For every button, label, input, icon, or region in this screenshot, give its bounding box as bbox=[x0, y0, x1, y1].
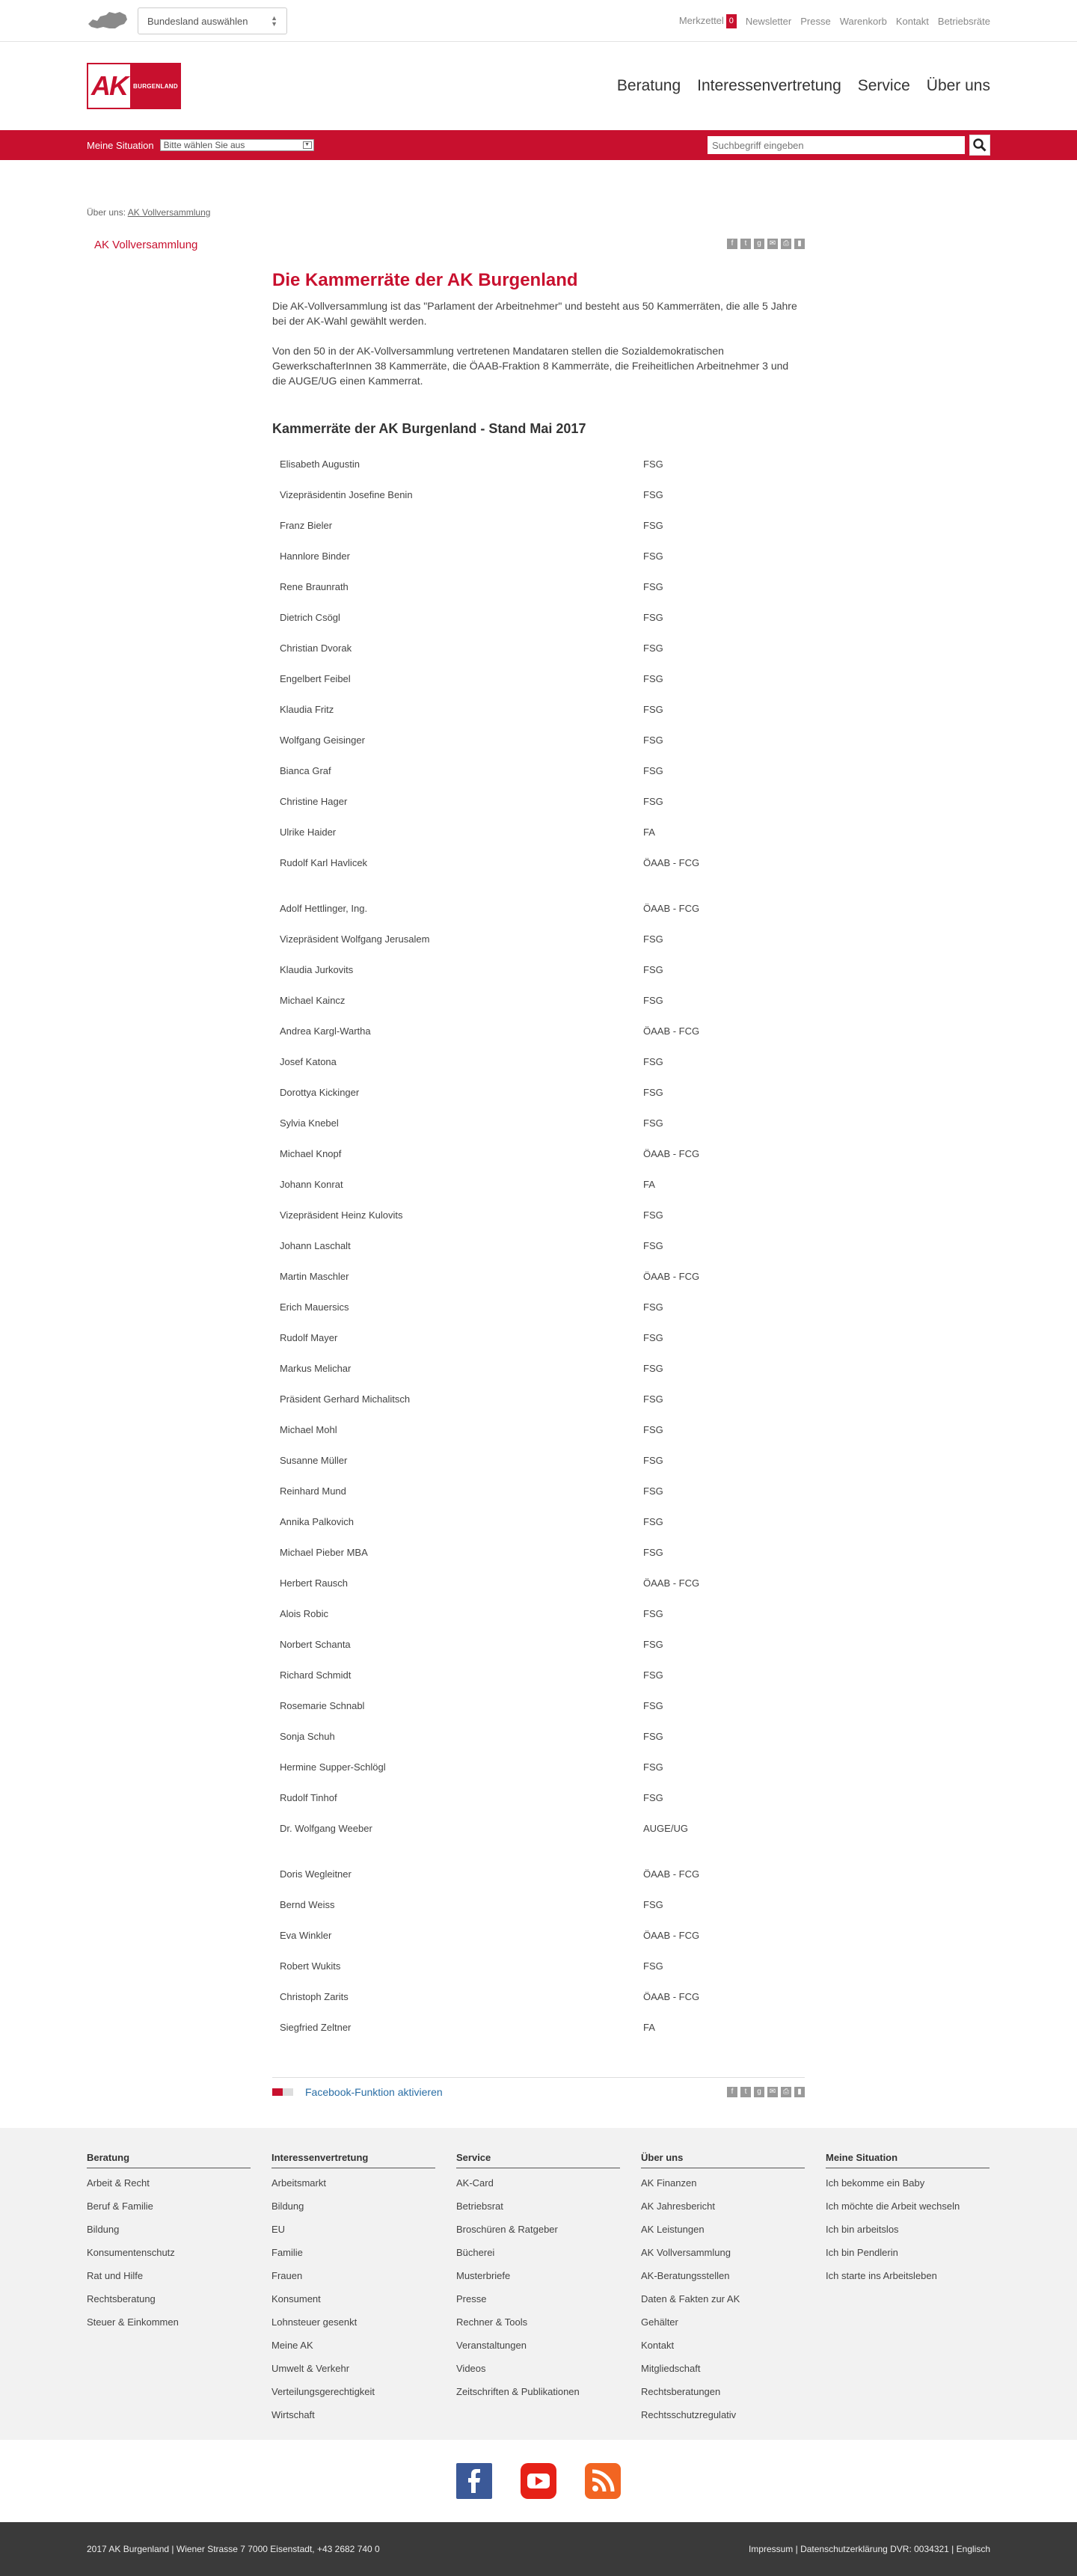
member-party: FSG bbox=[643, 1485, 663, 1497]
table-row bbox=[272, 786, 805, 817]
member-party: ÖAAB - FCG bbox=[643, 1577, 700, 1589]
top-link-merkzettel[interactable] bbox=[679, 14, 737, 28]
table-row bbox=[272, 633, 805, 663]
footer-link[interactable]: Betriebsrat bbox=[456, 2201, 503, 2212]
footer-link[interactable]: AK-Card bbox=[456, 2177, 494, 2189]
member-party: FSG bbox=[643, 1240, 663, 1251]
facebook-share-icon[interactable]: f bbox=[727, 239, 737, 249]
table-row bbox=[272, 817, 805, 847]
member-name: Klaudia Fritz bbox=[280, 704, 334, 715]
member-party: FSG bbox=[643, 673, 663, 684]
footer-column-title: Service bbox=[456, 2152, 620, 2168]
table-row bbox=[272, 1782, 805, 1813]
member-name: Alois Robic bbox=[280, 1608, 329, 1619]
footer-column-title: Meine Situation bbox=[826, 2152, 989, 2168]
bookmark-icon[interactable]: ▮ bbox=[794, 239, 805, 249]
table-row bbox=[272, 510, 805, 541]
footer-link[interactable]: Veranstaltungen bbox=[456, 2340, 527, 2351]
member-party: FA bbox=[643, 2022, 655, 2033]
footer-link[interactable]: AK-Beratungsstellen bbox=[641, 2270, 730, 2281]
member-party: FSG bbox=[643, 1639, 663, 1650]
member-name: Bianca Graf bbox=[280, 765, 331, 776]
table-row bbox=[272, 1721, 805, 1752]
footer-link[interactable]: Lohnsteuer gesenkt bbox=[271, 2316, 358, 2328]
table-row bbox=[272, 1920, 805, 1951]
search-button[interactable] bbox=[969, 135, 990, 156]
table-row bbox=[272, 1414, 805, 1445]
member-name: Rosemarie Schnabl bbox=[280, 1700, 365, 1711]
share-bar bbox=[272, 239, 805, 258]
member-name: Christine Hager bbox=[280, 796, 348, 807]
member-party: ÖAAB - FCG bbox=[643, 1148, 700, 1159]
member-name: Vizepräsident Heinz Kulovits bbox=[280, 1209, 403, 1221]
nav-ueber-uns[interactable]: Über uns bbox=[926, 77, 990, 94]
member-party: FSG bbox=[643, 1792, 663, 1803]
footer-link[interactable]: Konsument bbox=[271, 2293, 321, 2304]
member-name: Johann Konrat bbox=[280, 1179, 343, 1190]
page-title: Die Kammerräte der AK Burgenland bbox=[272, 270, 578, 290]
table-row bbox=[272, 1046, 805, 1077]
intro-text bbox=[272, 298, 805, 388]
table-row bbox=[272, 1200, 805, 1230]
footer-link[interactable]: AK Finanzen bbox=[641, 2177, 697, 2189]
table-row bbox=[272, 1859, 805, 1889]
table-row bbox=[272, 1537, 805, 1568]
member-name: Dr. Wolfgang Weeber bbox=[280, 1823, 372, 1834]
table-row bbox=[272, 1476, 805, 1506]
member-name: Markus Melichar bbox=[280, 1363, 352, 1374]
footer-column-title: Interessenvertretung bbox=[271, 2152, 435, 2168]
table-row bbox=[272, 571, 805, 602]
facebook-icon[interactable] bbox=[456, 2463, 492, 2499]
member-name: Michael Knopf bbox=[280, 1148, 342, 1159]
table-row bbox=[272, 1889, 805, 1920]
member-party: ÖAAB - FCG bbox=[643, 857, 700, 868]
table-row bbox=[272, 1813, 805, 1844]
member-party: FA bbox=[643, 827, 655, 838]
member-party: FSG bbox=[643, 551, 663, 562]
print-icon[interactable]: ⎙ bbox=[781, 239, 791, 249]
footer-link[interactable]: Bildung bbox=[271, 2201, 304, 2212]
member-name: Johann Laschalt bbox=[280, 1240, 351, 1251]
footer-column bbox=[641, 2152, 805, 2432]
footer-link[interactable]: AK Vollversammlung bbox=[641, 2247, 731, 2258]
table-row bbox=[272, 1261, 805, 1292]
member-name: Siegfried Zeltner bbox=[280, 2022, 352, 2033]
footer-link[interactable]: Rat und Hilfe bbox=[87, 2270, 144, 2281]
member-name: Andrea Kargl-Wartha bbox=[280, 1025, 371, 1037]
table-row bbox=[272, 1506, 805, 1537]
footer-link[interactable]: Beruf & Familie bbox=[87, 2201, 153, 2212]
table-row bbox=[272, 985, 805, 1016]
footer-link[interactable]: Umwelt & Verkehr bbox=[271, 2363, 350, 2374]
table-row bbox=[272, 1844, 805, 1859]
footer-link[interactable]: Konsumentenschutz bbox=[87, 2247, 175, 2258]
member-party: FSG bbox=[643, 643, 663, 654]
footer-link[interactable]: AK Jahresbericht bbox=[641, 2201, 715, 2212]
facebook-activation-row bbox=[272, 2077, 805, 2106]
table-row bbox=[272, 449, 805, 479]
member-party: FSG bbox=[643, 1056, 663, 1067]
site-header bbox=[0, 42, 1077, 130]
member-name: Richard Schmidt bbox=[280, 1669, 352, 1681]
footer-column bbox=[271, 2152, 435, 2432]
table-row bbox=[272, 479, 805, 510]
member-name: Hermine Supper-Schlögl bbox=[280, 1761, 386, 1773]
footer-link[interactable]: Rechtsberatungen bbox=[641, 2386, 721, 2397]
member-name: Martin Maschler bbox=[280, 1271, 349, 1282]
top-link-betriebsraete[interactable]: Betriebsräte bbox=[937, 15, 990, 27]
member-party: FSG bbox=[643, 765, 663, 776]
member-party: FSG bbox=[643, 1731, 663, 1742]
member-party: FSG bbox=[643, 1363, 663, 1374]
member-party: FSG bbox=[643, 933, 663, 945]
member-party: FSG bbox=[643, 1547, 663, 1558]
footer-link[interactable]: Ich möchte die Arbeit wechseln bbox=[826, 2201, 960, 2212]
member-name: Annika Palkovich bbox=[280, 1516, 354, 1527]
table-row bbox=[272, 1384, 805, 1414]
members-table bbox=[272, 449, 805, 2043]
footer-link[interactable]: Ich bin arbeitslos bbox=[826, 2224, 899, 2235]
footer-link[interactable]: AK Leistungen bbox=[641, 2224, 705, 2235]
footer-link[interactable]: Rechtsberatung bbox=[87, 2293, 156, 2304]
member-party: FSG bbox=[643, 1516, 663, 1527]
nav-interessenvertretung[interactable]: Interessenvertretung bbox=[697, 77, 841, 94]
footer-link[interactable]: Presse bbox=[456, 2293, 487, 2304]
member-name: Ulrike Haider bbox=[280, 827, 337, 838]
member-party: ÖAAB - FCG bbox=[643, 1025, 700, 1037]
footer-column bbox=[826, 2152, 989, 2432]
member-party: FSG bbox=[643, 612, 663, 623]
member-name: Rudolf Tinhof bbox=[280, 1792, 337, 1803]
member-name: Sonja Schuh bbox=[280, 1731, 335, 1742]
table-row bbox=[272, 725, 805, 755]
footer-link[interactable]: Musterbriefe bbox=[456, 2270, 511, 2281]
footer-link[interactable]: Zeitschriften & Publikationen bbox=[456, 2386, 580, 2397]
member-name: Michael Kaincz bbox=[280, 995, 346, 1006]
member-party: FSG bbox=[643, 796, 663, 807]
googleplus-share-icon[interactable]: g bbox=[754, 2087, 764, 2097]
table-row bbox=[272, 663, 805, 694]
select-arrows-icon: ▲ ▼ bbox=[271, 14, 277, 28]
member-party: FSG bbox=[643, 1899, 663, 1910]
member-name: Doris Wegleitner bbox=[280, 1868, 352, 1880]
table-row bbox=[272, 541, 805, 571]
social-links bbox=[0, 2440, 1077, 2522]
member-party: FSG bbox=[643, 735, 663, 746]
table-row bbox=[272, 755, 805, 786]
share-bar-bottom bbox=[727, 2087, 805, 2097]
member-name: Christoph Zarits bbox=[280, 1991, 349, 2002]
nav-beratung[interactable]: Beratung bbox=[616, 77, 681, 94]
table-row bbox=[272, 1169, 805, 1200]
facebook-share-icon[interactable]: f bbox=[727, 2087, 737, 2097]
member-party: FSG bbox=[643, 1455, 663, 1466]
sidenav-item-vollversammlung[interactable]: AK Vollversammlung bbox=[94, 239, 198, 251]
table-row bbox=[272, 1598, 805, 1629]
member-name: Norbert Schanta bbox=[280, 1639, 351, 1650]
member-party: FSG bbox=[643, 964, 663, 975]
member-name: Klaudia Jurkovits bbox=[280, 964, 354, 975]
member-party: FSG bbox=[643, 520, 663, 531]
top-link-warenkorb[interactable]: Warenkorb bbox=[839, 15, 887, 27]
table-row bbox=[272, 602, 805, 633]
breadcrumb-prefix: Über uns: bbox=[87, 207, 126, 218]
member-party: FSG bbox=[643, 1332, 663, 1343]
footer-link[interactable]: Bücherei bbox=[456, 2247, 495, 2258]
member-name: Engelbert Feibel bbox=[280, 673, 351, 684]
footer-link[interactable]: Ich bekomme ein Baby bbox=[826, 2177, 925, 2189]
austria-map-icon[interactable] bbox=[87, 9, 129, 33]
member-name: Präsident Gerhard Michalitsch bbox=[280, 1393, 411, 1405]
member-party: FSG bbox=[643, 1700, 663, 1711]
table-row bbox=[272, 847, 805, 878]
footer-link[interactable]: Broschüren & Ratgeber bbox=[456, 2224, 558, 2235]
member-name: Dorottya Kickinger bbox=[280, 1087, 360, 1098]
member-party: FSG bbox=[643, 1209, 663, 1221]
state-select-value: Bundesland auswählen bbox=[147, 15, 248, 27]
email-share-icon[interactable]: ✉ bbox=[767, 239, 778, 249]
member-party: FSG bbox=[643, 1393, 663, 1405]
print-icon[interactable]: ⎙ bbox=[781, 2087, 791, 2097]
member-name: Robert Wukits bbox=[280, 1960, 341, 1972]
member-name: Vizepräsidentin Josefine Benin bbox=[280, 489, 413, 500]
member-party: FSG bbox=[643, 1761, 663, 1773]
member-name: Hannlore Binder bbox=[280, 551, 350, 562]
merkzettel-count-badge: 0 bbox=[726, 14, 737, 28]
member-name: Adolf Hettlinger, Ing. bbox=[280, 903, 368, 914]
table-row bbox=[272, 1660, 805, 1690]
member-name: Elisabeth Augustin bbox=[280, 459, 360, 470]
member-name: Christian Dvorak bbox=[280, 643, 352, 654]
footer-link[interactable]: EU bbox=[271, 2224, 286, 2235]
member-party: FSG bbox=[643, 1608, 663, 1619]
member-name: Dietrich Csögl bbox=[280, 612, 340, 623]
footer-legal-links[interactable]: Impressum | Datenschutzerklärung DVR: 0034321 | Englisch bbox=[748, 2544, 990, 2554]
situation-select[interactable] bbox=[160, 139, 314, 151]
logo-region-text: BURGENLAND bbox=[132, 64, 180, 108]
table-row bbox=[272, 1077, 805, 1108]
breadcrumb-current[interactable]: AK Vollversammlung bbox=[127, 207, 211, 218]
table-row bbox=[272, 1353, 805, 1384]
facebook-activate-link[interactable]: Facebook-Funktion aktivieren bbox=[305, 2085, 443, 2098]
state-select[interactable] bbox=[138, 7, 287, 34]
table-row bbox=[272, 1951, 805, 1981]
footer-column bbox=[87, 2152, 251, 2432]
member-name: Josef Katona bbox=[280, 1056, 337, 1067]
situation-search-bar bbox=[0, 130, 1077, 160]
member-name: Rene Braunrath bbox=[280, 581, 349, 592]
member-party: FSG bbox=[643, 995, 663, 1006]
table-row bbox=[272, 954, 805, 985]
member-name: Eva Winkler bbox=[280, 1930, 332, 1941]
footer-link[interactable]: Rechner & Tools bbox=[456, 2316, 528, 2328]
member-party bbox=[643, 878, 805, 893]
logo-ak-text: AK bbox=[88, 64, 132, 108]
table-row bbox=[272, 1292, 805, 1322]
top-link-presse[interactable]: Presse bbox=[800, 15, 831, 27]
footer-link[interactable]: Bildung bbox=[87, 2224, 120, 2235]
search-input[interactable] bbox=[708, 136, 965, 154]
member-party: FSG bbox=[643, 1960, 663, 1972]
table-row bbox=[272, 1138, 805, 1169]
member-name: Franz Bieler bbox=[280, 520, 333, 531]
footer-link[interactable]: Arbeit & Recht bbox=[87, 2177, 150, 2189]
member-party: FSG bbox=[643, 1424, 663, 1435]
situation-label: Meine Situation bbox=[87, 139, 154, 151]
footer-address: 2017 AK Burgenland | Wiener Strasse 7 7000 Eisenstadt, +43 2682 740 0 bbox=[87, 2544, 380, 2554]
member-party: FSG bbox=[643, 459, 663, 470]
footer-sitemap bbox=[0, 2128, 1077, 2440]
footer-column-title: Über uns bbox=[641, 2152, 805, 2168]
youtube-icon[interactable] bbox=[521, 2463, 556, 2499]
footer-link[interactable]: Ich starte ins Arbeitsleben bbox=[826, 2270, 937, 2281]
search-icon bbox=[973, 138, 987, 152]
footer-link[interactable]: Wirtschaft bbox=[271, 2409, 315, 2420]
footer-link[interactable]: Familie bbox=[271, 2247, 303, 2258]
members-heading: Kammerräte der AK Burgenland - Stand Mai 2017 bbox=[272, 421, 586, 436]
twitter-share-icon[interactable]: t bbox=[740, 2087, 751, 2097]
member-name: Michael Pieber MBA bbox=[280, 1547, 368, 1558]
footer-link[interactable]: Mitgliedschaft bbox=[641, 2363, 701, 2374]
member-party: ÖAAB - FCG bbox=[643, 1868, 700, 1880]
table-row bbox=[272, 1981, 805, 2012]
email-share-icon[interactable]: ✉ bbox=[767, 2087, 778, 2097]
intro-paragraph-1: Die AK-Vollversammlung ist das "Parlament der Arbeitnehmer" und besteht aus 50 Kammerräten, die alle 5 Jahre bei der AK-Wahl gewählt werden. bbox=[272, 300, 797, 327]
member-party: FSG bbox=[643, 581, 663, 592]
footer-link[interactable]: Steuer & Einkommen bbox=[87, 2316, 179, 2328]
member-party: FSG bbox=[643, 1117, 663, 1129]
member-name: Susanne Müller bbox=[280, 1455, 348, 1466]
member-name: Herbert Rausch bbox=[280, 1577, 349, 1589]
table-row bbox=[272, 1322, 805, 1353]
footer-link[interactable]: Arbeitsmarkt bbox=[271, 2177, 326, 2189]
footer-link[interactable]: Videos bbox=[456, 2363, 486, 2374]
member-party bbox=[643, 1844, 805, 1859]
main-content bbox=[272, 239, 805, 2106]
member-party: FA bbox=[643, 1179, 655, 1190]
main-nav bbox=[601, 77, 990, 95]
breadcrumb bbox=[87, 160, 990, 239]
member-party: FSG bbox=[643, 489, 663, 500]
table-row bbox=[272, 893, 805, 924]
table-row bbox=[272, 694, 805, 725]
twitter-share-icon[interactable]: t bbox=[740, 239, 751, 249]
member-party: ÖAAB - FCG bbox=[643, 1991, 700, 2002]
top-links bbox=[670, 14, 990, 28]
footer-link[interactable]: Ich bin Pendlerin bbox=[826, 2247, 898, 2258]
footer-link[interactable]: Daten & Fakten zur AK bbox=[641, 2293, 740, 2304]
footer-link[interactable]: Frauen bbox=[271, 2270, 303, 2281]
footer-column bbox=[456, 2152, 620, 2432]
member-name: Rudolf Karl Havlicek bbox=[280, 857, 368, 868]
nav-service[interactable]: Service bbox=[857, 77, 910, 94]
table-row bbox=[272, 1568, 805, 1598]
member-party: FSG bbox=[643, 1669, 663, 1681]
member-name: Sylvia Knebel bbox=[280, 1117, 339, 1129]
table-row bbox=[272, 1445, 805, 1476]
member-party: ÖAAB - FCG bbox=[643, 1930, 700, 1941]
table-row bbox=[272, 1752, 805, 1782]
member-name: Reinhard Mund bbox=[280, 1485, 346, 1497]
member-party: ÖAAB - FCG bbox=[643, 1271, 700, 1282]
table-row bbox=[272, 2012, 805, 2043]
member-name bbox=[272, 1844, 643, 1859]
member-party: AUGE/UG bbox=[643, 1823, 688, 1834]
side-nav bbox=[87, 239, 272, 2106]
situation-select-value: Bitte wählen Sie aus bbox=[163, 140, 245, 150]
footer-column-title: Beratung bbox=[87, 2152, 251, 2168]
table-row bbox=[272, 1230, 805, 1261]
rss-icon[interactable] bbox=[585, 2463, 621, 2499]
table-row bbox=[272, 1108, 805, 1138]
member-name: Rudolf Mayer bbox=[280, 1332, 338, 1343]
footer-link[interactable]: Kontakt bbox=[641, 2340, 675, 2351]
facebook-toggle[interactable] bbox=[272, 2088, 293, 2096]
member-party: ÖAAB - FCG bbox=[643, 903, 700, 914]
dropdown-arrow-icon: ▼ bbox=[303, 141, 312, 149]
googleplus-share-icon[interactable]: g bbox=[754, 239, 764, 249]
member-name: Vizepräsident Wolfgang Jerusalem bbox=[280, 933, 430, 945]
top-link-newsletter[interactable]: Newsletter bbox=[745, 15, 792, 27]
content-area bbox=[87, 239, 990, 2106]
bookmark-icon[interactable]: ▮ bbox=[794, 2087, 805, 2097]
footer-link[interactable]: Meine AK bbox=[271, 2340, 313, 2351]
table-row bbox=[272, 924, 805, 954]
footer-link[interactable]: Rechtsschutzregulativ bbox=[641, 2409, 737, 2420]
top-bar bbox=[0, 0, 1077, 42]
member-party: FSG bbox=[643, 1301, 663, 1313]
footer-link[interactable]: Gehälter bbox=[641, 2316, 678, 2328]
table-row bbox=[272, 878, 805, 893]
member-party: FSG bbox=[643, 1087, 663, 1098]
member-name: Michael Mohl bbox=[280, 1424, 337, 1435]
footer-link[interactable]: Verteilungsgerechtigkeit bbox=[271, 2386, 375, 2397]
table-row bbox=[272, 1016, 805, 1046]
member-name: Erich Mauersics bbox=[280, 1301, 349, 1313]
ak-burgenland-logo[interactable] bbox=[87, 63, 181, 109]
member-name: Bernd Weiss bbox=[280, 1899, 335, 1910]
intro-paragraph-2: Von den 50 in der AK-Vollversammlung vertretenen Mandataren stellen die Sozialdemokratischen GewerkschafterInnen 38 Kammerräte, die ÖAAB-Fraktion 8 Kammerräte, die Freiheitlichen Arbeitnehmer 3 und die AUGE/UG einen Kammerrat. bbox=[272, 345, 789, 387]
member-name: Wolfgang Geisinger bbox=[280, 735, 365, 746]
table-row bbox=[272, 1690, 805, 1721]
member-party: FSG bbox=[643, 704, 663, 715]
table-row bbox=[272, 1629, 805, 1660]
merkzettel-label: Merkzettel bbox=[678, 14, 724, 26]
top-link-kontakt[interactable]: Kontakt bbox=[895, 15, 929, 27]
member-name bbox=[272, 878, 643, 893]
bottom-bar bbox=[0, 2522, 1077, 2576]
